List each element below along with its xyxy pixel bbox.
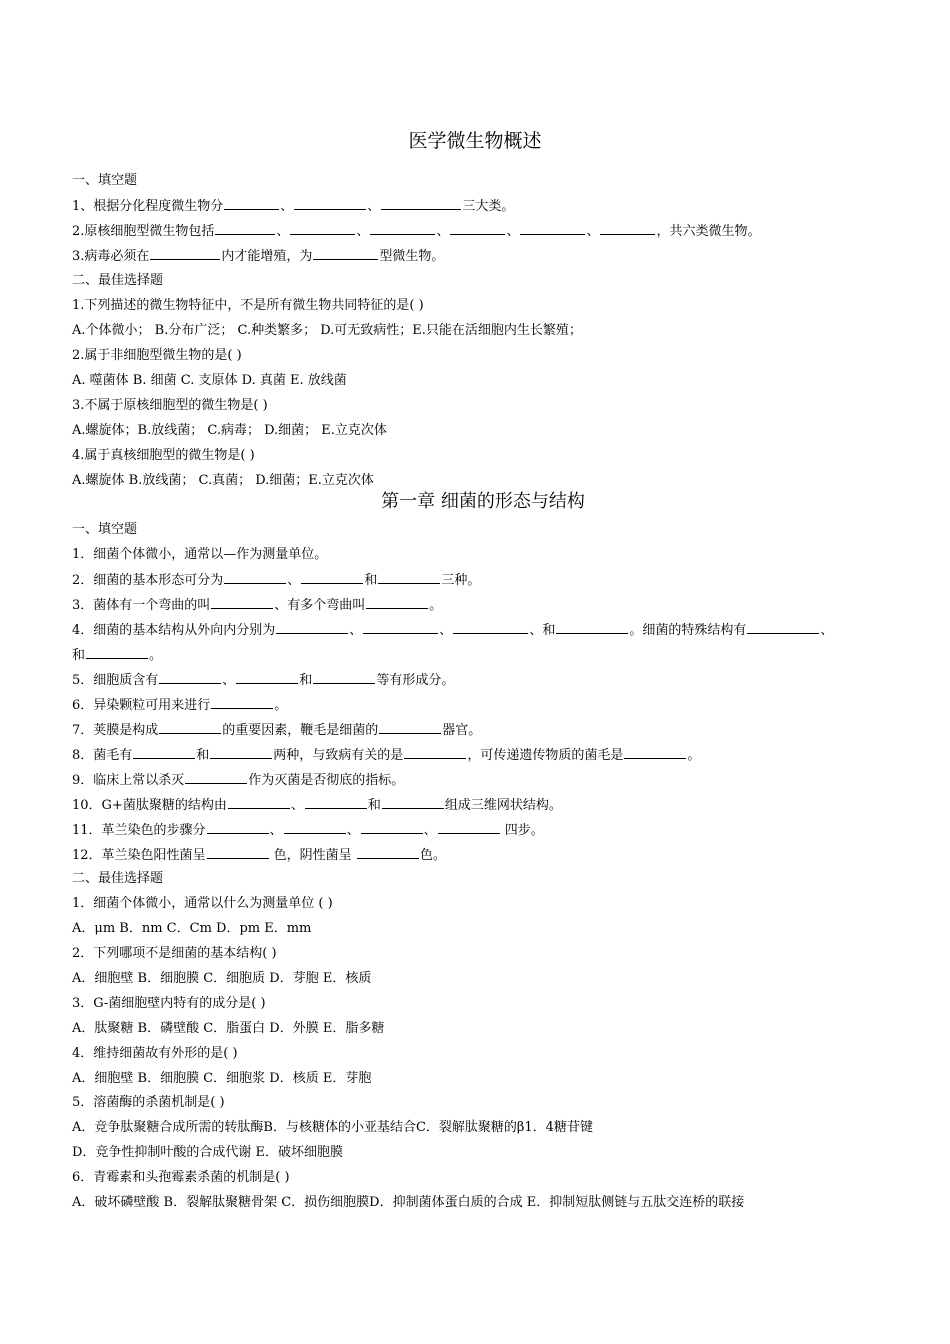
choice-question: 6．青霉素和头孢霉素杀菌的机制是( ): [72, 1170, 290, 1185]
answer-blank[interactable]: [361, 820, 423, 834]
answer-blank[interactable]: [747, 620, 819, 634]
answer-blank[interactable]: [357, 845, 419, 859]
fill-question-1: 1．细菌个体微小，通常以—作为测量单位。: [72, 547, 328, 562]
answer-blank[interactable]: [211, 595, 273, 609]
answer-blank[interactable]: [313, 670, 375, 684]
choice-question: 1．细菌个体微小，通常以什么为测量单位 ( ): [72, 896, 333, 911]
answer-blank[interactable]: [624, 745, 686, 759]
section-heading: 一、填空题: [72, 522, 138, 537]
section-heading: 一、填空题: [72, 173, 138, 188]
choice-question: 1.下列描述的微生物特征中，不是所有微生物共同特征的是( ): [72, 298, 424, 313]
answer-blank[interactable]: [159, 670, 221, 684]
answer-blank[interactable]: [301, 570, 363, 584]
fill-question-7: 7．荚膜是构成 的重要因素，鞭毛是细菌的 器官。: [72, 720, 481, 741]
choice-options: A.个体微小； B.分布广泛； C.种类繁多； D.可无致病性；E.只能在活细胞内生长繁殖；: [72, 323, 582, 338]
choice-options: A．μm B．nm C．Cm D．pm E．mm: [72, 921, 312, 936]
answer-blank[interactable]: [276, 620, 348, 634]
answer-blank[interactable]: [404, 745, 466, 759]
answer-blank[interactable]: [211, 695, 273, 709]
answer-blank[interactable]: [313, 246, 378, 260]
fill-question-9: 9．临床上常以杀灭 作为灭菌是否彻底的指标。: [72, 770, 404, 791]
choice-options: A．细胞壁 B．细胞膜 C．细胞浆 D．核质 E．芽胞: [72, 1071, 372, 1086]
choice-question: 2．下列哪项不是细菌的基本结构( ): [72, 946, 277, 961]
answer-blank[interactable]: [86, 645, 148, 659]
choice-options: A. 噬菌体 B. 细菌 C. 支原体 D. 真菌 E. 放线菌: [72, 373, 347, 388]
fill-question-8: 8．菌毛有 和 两种，与致病有关的是 ，可传递遗传物质的菌毛是 。: [72, 745, 700, 766]
answer-blank[interactable]: [305, 795, 367, 809]
doc-title: 医学微生物概述: [408, 130, 542, 152]
answer-blank[interactable]: [185, 770, 247, 784]
answer-blank[interactable]: [133, 745, 195, 759]
answer-blank[interactable]: [284, 820, 346, 834]
choice-options: A．肽聚糖 B．磷壁酸 C．脂蛋白 D．外膜 E．脂多糖: [72, 1021, 385, 1036]
fill-question-4: 4．细菌的基本结构从外向内分别为 、 、 、和 。细菌的特殊结构有 、: [72, 620, 833, 641]
answer-blank[interactable]: [207, 845, 269, 859]
answer-blank[interactable]: [236, 670, 298, 684]
choice-question: 3．G-菌细胞壁内特有的成分是( ): [72, 996, 266, 1011]
answer-blank[interactable]: [363, 620, 438, 634]
answer-blank[interactable]: [224, 570, 286, 584]
choice-options: A．破坏磷壁酸 B．裂解肽聚糖骨架 C．损伤细胞膜D．抑制菌体蛋白质的合成 E．抑制短肽侧链与五肽交连桥的联接: [72, 1195, 745, 1210]
answer-blank[interactable]: [228, 795, 290, 809]
choice-options: A.螺旋体 B.放线菌； C.真菌； D.细菌；E.立克次体: [72, 473, 374, 488]
choice-question: 3.不属于原核细胞型的微生物是( ): [72, 398, 268, 413]
fill-question-4-continued: 和 。: [72, 645, 162, 666]
answer-blank[interactable]: [379, 720, 441, 734]
choice-question: 4．维持细菌故有外形的是( ): [72, 1046, 238, 1061]
choice-options: A．竞争肽聚糖合成所需的转肽酶B．与核糖体的小亚基结合C．裂解肽聚糖的β1．4糖苷键: [72, 1120, 593, 1135]
answer-blank[interactable]: [600, 221, 655, 235]
answer-blank[interactable]: [159, 720, 221, 734]
choice-options: A．细胞壁 B．细胞膜 C．细胞质 D．芽胞 E．核质: [72, 971, 372, 986]
answer-blank[interactable]: [207, 820, 269, 834]
answer-blank[interactable]: [210, 745, 272, 759]
section-heading: 二、最佳选择题: [72, 871, 164, 886]
choice-question: 5．溶菌酶的杀菌机制是( ): [72, 1095, 225, 1110]
chapter-title: 第一章 细菌的形态与结构: [381, 491, 585, 512]
answer-blank[interactable]: [290, 221, 355, 235]
section-heading: 二、最佳选择题: [72, 273, 164, 288]
fill-question-1: 1、根据分化程度微生物分 、 、 三大类。: [72, 196, 514, 217]
answer-blank[interactable]: [453, 620, 528, 634]
answer-blank[interactable]: [224, 196, 279, 210]
answer-blank[interactable]: [438, 820, 500, 834]
fill-question-5: 5．细胞质含有 、 和 等有形成分。: [72, 670, 454, 691]
answer-blank[interactable]: [381, 196, 461, 210]
fill-question-12: 12．革兰染色阳性菌呈 色，阴性菌呈 色。: [72, 845, 446, 866]
answer-blank[interactable]: [215, 221, 275, 235]
choice-question: 2.属于非细胞型微生物的是( ): [72, 348, 242, 363]
answer-blank[interactable]: [370, 221, 435, 235]
fill-question-3: 3．菌体有一个弯曲的叫 、有多个弯曲叫 。: [72, 595, 442, 616]
fill-question-6: 6．异染颗粒可用来进行 。: [72, 695, 287, 716]
answer-blank[interactable]: [378, 570, 440, 584]
choice-options: A.螺旋体；B.放线菌； C.病毒； D.细菌； E.立克次体: [72, 423, 387, 438]
fill-question-2: 2.原核细胞型微生物包括 、 、 、 、 、 ，共六类微生物。: [72, 221, 761, 242]
answer-blank[interactable]: [150, 246, 220, 260]
answer-blank[interactable]: [520, 221, 585, 235]
answer-blank[interactable]: [382, 795, 444, 809]
choice-question: 4.属于真核细胞型的微生物是( ): [72, 448, 255, 463]
fill-question-11: 11．革兰染色的步骤分 、 、 、 四步。: [72, 820, 544, 841]
answer-blank[interactable]: [556, 620, 628, 634]
fill-question-2: 2．细菌的基本形态可分为 、 和 三种。: [72, 570, 480, 591]
answer-blank[interactable]: [450, 221, 505, 235]
fill-question-3: 3.病毒必须在 内才能增殖，为 型微生物。: [72, 246, 444, 267]
fill-question-10: 10．G+菌肽聚糖的结构由 、 和 组成三维网状结构。: [72, 795, 562, 816]
choice-options: D．竞争性抑制叶酸的合成代谢 E．破坏细胞膜: [72, 1145, 344, 1160]
answer-blank[interactable]: [366, 595, 428, 609]
answer-blank[interactable]: [294, 196, 366, 210]
